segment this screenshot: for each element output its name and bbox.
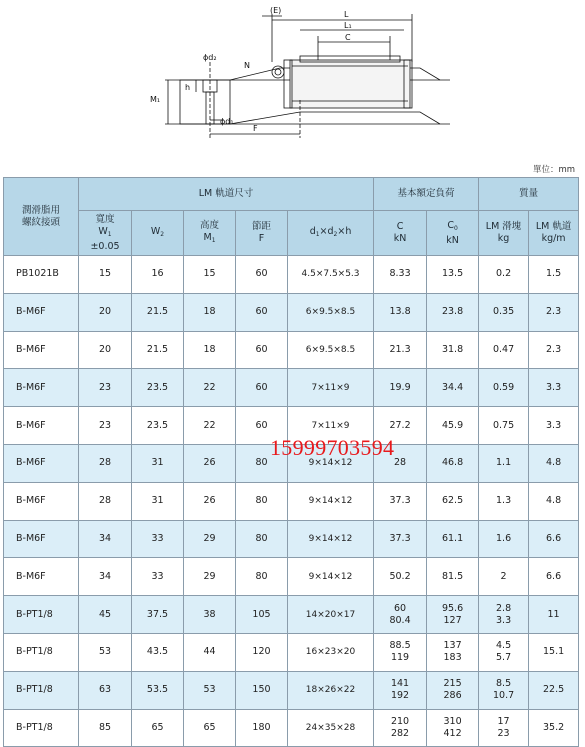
cell-width: 53	[79, 633, 132, 671]
cell-rail-mass: 15.1	[529, 633, 579, 671]
cell-block-mass-value: 5.7	[496, 652, 512, 664]
cell-model: B-M6F	[4, 520, 79, 558]
cell-load-c0-value: 81.5	[441, 570, 464, 582]
header-height-sym: M	[203, 231, 212, 243]
label-m1: M₁	[150, 95, 161, 104]
cell-rail-mass: 6.6	[529, 558, 579, 596]
cell-load-c-value: 8.33	[389, 268, 411, 280]
cell-block-mass-value: 0.75	[492, 419, 515, 431]
header-width-sym: W	[98, 225, 108, 237]
cell-rail-mass: 1.5	[529, 256, 579, 294]
cell-load-c0	[427, 520, 479, 558]
cell-load-c	[374, 256, 427, 294]
cell-load-c0-value: 62.5	[441, 495, 464, 507]
cell-dimensions: 7×11×9	[288, 407, 374, 445]
cell-model: B-M6F	[4, 369, 79, 407]
table-row	[4, 407, 579, 445]
cell-pitch: 60	[236, 369, 288, 407]
cell-load-c-value: 28	[394, 457, 407, 469]
cell-height: 29	[184, 520, 236, 558]
cell-model: B-M6F	[4, 482, 79, 520]
cell-load-c-value: 37.3	[389, 495, 411, 507]
cell-model: B-M6F	[4, 331, 79, 369]
label-d1: ϕd₁	[220, 117, 234, 126]
cell-width: 28	[79, 444, 132, 482]
cell-block-mass-value: 8.5	[496, 678, 512, 690]
cell-load-c0-value: 286	[443, 690, 462, 702]
header-rail-unit: kg/m	[541, 233, 566, 244]
cell-block-mass-value: 1.1	[496, 457, 512, 469]
header-c0-sym: C	[447, 219, 454, 231]
cell-block-mass	[479, 331, 529, 369]
cell-w2: 65	[132, 709, 184, 747]
cell-model: B-M6F	[4, 407, 79, 445]
cell-dimensions: 9×14×12	[288, 520, 374, 558]
header-w2-sym: W	[150, 225, 161, 237]
cell-w2: 43.5	[132, 633, 184, 671]
cell-block-mass-value: 0.59	[492, 381, 515, 393]
cell-w2: 31	[132, 444, 184, 482]
cell-w2: 31	[132, 482, 184, 520]
header-rail-group: LM 軌道尺寸	[79, 178, 374, 211]
cell-rail-mass: 3.3	[529, 369, 579, 407]
cell-load-c0	[427, 709, 479, 747]
cell-rail-mass: 35.2	[529, 709, 579, 747]
cell-height: 15	[184, 256, 236, 294]
spec-table-body	[4, 256, 579, 747]
label-l1: L₁	[344, 21, 352, 30]
cell-w2: 23.5	[132, 369, 184, 407]
cell-load-c0-value: 46.8	[441, 457, 464, 469]
cell-w2: 16	[132, 256, 184, 294]
table-row	[4, 596, 579, 634]
cell-load-c	[374, 369, 427, 407]
cell-pitch: 60	[236, 256, 288, 294]
header-pitch-label: 節距	[251, 221, 271, 232]
cell-dimensions: 9×14×12	[288, 558, 374, 596]
cell-block-mass	[479, 709, 529, 747]
cell-rail-mass: 4.8	[529, 482, 579, 520]
cell-block-mass	[479, 520, 529, 558]
cell-block-mass-value: 1.3	[496, 495, 512, 507]
label-f: F	[253, 124, 258, 133]
cell-load-c	[374, 709, 427, 747]
cell-load-c0-value: 215	[443, 678, 462, 690]
cell-block-mass-value: 2.8	[496, 602, 512, 614]
header-height	[184, 211, 236, 256]
cell-load-c0-value: 310	[443, 715, 462, 727]
cell-height: 38	[184, 596, 236, 634]
header-model-line2: 螺紋接頭	[21, 216, 60, 228]
header-dim-xh: ×h	[337, 225, 352, 237]
cell-block-mass-value: 4.5	[496, 640, 512, 652]
header-pitch	[236, 211, 288, 256]
cell-load-c0	[427, 293, 479, 331]
cell-load-c	[374, 407, 427, 445]
cell-load-c0	[427, 256, 479, 294]
cell-block-mass	[479, 482, 529, 520]
cell-load-c0-value: 45.9	[441, 419, 464, 431]
cell-load-c-value: 141	[390, 678, 410, 690]
label-h: h	[185, 83, 191, 92]
cell-model: B-PT1/8	[4, 633, 79, 671]
table-row	[4, 444, 579, 482]
cell-height: 26	[184, 482, 236, 520]
cell-load-c0	[427, 407, 479, 445]
spec-table	[3, 177, 579, 747]
cell-load-c-value: 210	[390, 715, 410, 727]
cell-rail-mass: 2.3	[529, 293, 579, 331]
table-row	[4, 520, 579, 558]
cell-height: 44	[184, 633, 236, 671]
cell-load-c0-value: 127	[443, 614, 462, 626]
header-height-label: 高度	[199, 219, 219, 231]
unit-label: 單位：mm	[532, 165, 575, 175]
header-model-line1: 潤滑脂用	[21, 204, 60, 216]
cell-dimensions: 7×11×9	[288, 369, 374, 407]
cell-width: 45	[79, 596, 132, 634]
cell-model: B-M6F	[4, 558, 79, 596]
cell-dimensions: 6×9.5×8.5	[288, 331, 374, 369]
cell-block-mass	[479, 558, 529, 596]
cell-pitch: 60	[236, 293, 288, 331]
cell-load-c0-value: 13.5	[441, 268, 464, 280]
header-w2-sub: 2	[160, 230, 165, 238]
header-dim-xd: ×d	[319, 225, 334, 237]
cell-load-c-value: 80.4	[389, 614, 411, 626]
header-dim-sub2: 2	[333, 230, 338, 238]
cell-block-mass-value: 2	[500, 570, 507, 582]
header-c0	[427, 211, 479, 256]
cell-block-mass	[479, 256, 529, 294]
header-height-sub: 1	[211, 236, 216, 244]
header-width-label: 寬度	[95, 213, 115, 225]
cell-pitch: 80	[236, 520, 288, 558]
header-dim	[288, 211, 374, 256]
table-row	[4, 558, 579, 596]
table-row	[4, 293, 579, 331]
cell-block-mass-value: 0.35	[492, 306, 515, 318]
header-block-label: LM 滑塊	[485, 221, 522, 232]
cell-dimensions: 6×9.5×8.5	[288, 293, 374, 331]
cell-block-mass-value: 3.3	[496, 614, 512, 626]
cell-load-c0	[427, 633, 479, 671]
cell-load-c	[374, 633, 427, 671]
label-d2: ϕd₂	[203, 53, 217, 62]
header-c	[374, 211, 427, 256]
cell-load-c	[374, 671, 427, 709]
cell-block-mass-value: 10.7	[492, 690, 515, 702]
cell-pitch: 80	[236, 444, 288, 482]
cell-pitch: 105	[236, 596, 288, 634]
header-c-sym: C	[396, 221, 404, 232]
cell-dimensions: 16×23×20	[288, 633, 374, 671]
cell-model: B-M6F	[4, 444, 79, 482]
cell-width: 34	[79, 558, 132, 596]
cell-load-c0-value: 23.8	[441, 306, 464, 318]
cell-pitch: 80	[236, 558, 288, 596]
cell-rail-mass: 11	[529, 596, 579, 634]
cell-load-c-value: 50.2	[389, 570, 411, 582]
cell-dimensions: 9×14×12	[288, 444, 374, 482]
cell-height: 26	[184, 444, 236, 482]
table-row	[4, 331, 579, 369]
header-rail-label: LM 軌道	[535, 221, 572, 232]
header-width	[79, 211, 132, 256]
cell-width: 85	[79, 709, 132, 747]
cell-load-c-value: 19.9	[389, 381, 411, 393]
table-row	[4, 633, 579, 671]
cell-load-c-value: 88.5	[389, 640, 411, 652]
header-width-sub: 1	[107, 230, 112, 238]
cell-load-c0	[427, 331, 479, 369]
cell-model: B-PT1/8	[4, 709, 79, 747]
cell-rail-mass: 2.3	[529, 331, 579, 369]
cell-width: 28	[79, 482, 132, 520]
cell-load-c-value: 282	[390, 727, 410, 739]
cell-block-mass	[479, 633, 529, 671]
header-c0-sub: 0	[453, 224, 458, 232]
cell-load-c0-value: 183	[443, 652, 462, 664]
cell-load-c-value: 60	[394, 602, 407, 614]
cell-dimensions: 4.5×7.5×5.3	[288, 256, 374, 294]
cell-pitch: 60	[236, 331, 288, 369]
cell-load-c-value: 21.3	[389, 343, 411, 355]
cell-dimensions: 24×35×28	[288, 709, 374, 747]
cell-block-mass	[479, 596, 529, 634]
cell-block-mass-value: 17	[497, 715, 510, 727]
cell-load-c-value: 37.3	[389, 532, 411, 544]
cell-model: B-M6F	[4, 293, 79, 331]
table-row	[4, 369, 579, 407]
cell-w2: 23.5	[132, 407, 184, 445]
header-block-unit: kg	[497, 233, 510, 244]
cell-load-c0	[427, 558, 479, 596]
cell-load-c0-value: 61.1	[441, 532, 464, 544]
label-n: N	[244, 61, 250, 70]
header-width-tol: ±0.05	[90, 240, 120, 252]
cell-width: 20	[79, 293, 132, 331]
cell-w2: 33	[132, 558, 184, 596]
header-rail-mass	[529, 211, 579, 256]
cell-block-mass	[479, 671, 529, 709]
header-load-group: 基本額定負荷	[374, 178, 479, 211]
cell-load-c0-value: 412	[443, 727, 462, 739]
cell-pitch: 80	[236, 482, 288, 520]
cell-load-c-value: 13.8	[389, 306, 411, 318]
cell-rail-mass: 3.3	[529, 407, 579, 445]
table-row	[4, 709, 579, 747]
cell-pitch: 180	[236, 709, 288, 747]
cell-dimensions: 18×26×22	[288, 671, 374, 709]
cell-load-c	[374, 444, 427, 482]
cell-rail-mass: 22.5	[529, 671, 579, 709]
cell-load-c0-value: 34.4	[441, 381, 464, 393]
cell-pitch: 60	[236, 407, 288, 445]
cell-width: 63	[79, 671, 132, 709]
cell-height: 18	[184, 293, 236, 331]
cell-width: 23	[79, 407, 132, 445]
cell-model: PB1021B	[4, 256, 79, 294]
cell-block-mass-value: 1.6	[496, 532, 512, 544]
cell-dimensions: 9×14×12	[288, 482, 374, 520]
cell-block-mass-value: 0.47	[492, 343, 515, 355]
cell-w2: 21.5	[132, 331, 184, 369]
cell-w2: 21.5	[132, 293, 184, 331]
cell-load-c-value: 27.2	[389, 419, 411, 431]
label-c: C	[345, 33, 351, 42]
cell-width: 15	[79, 256, 132, 294]
cell-load-c	[374, 558, 427, 596]
cell-rail-mass: 4.8	[529, 444, 579, 482]
header-block-mass	[479, 211, 529, 256]
cell-w2: 37.5	[132, 596, 184, 634]
cell-width: 20	[79, 331, 132, 369]
cell-block-mass	[479, 444, 529, 482]
cell-load-c0	[427, 482, 479, 520]
header-dim-d: d	[309, 225, 316, 237]
table-row	[4, 671, 579, 709]
cell-block-mass-value: 0.2	[496, 268, 512, 280]
cell-load-c0	[427, 369, 479, 407]
header-c0-unit: kN	[446, 234, 459, 246]
cell-block-mass	[479, 369, 529, 407]
cell-model: B-PT1/8	[4, 671, 79, 709]
cell-rail-mass: 6.6	[529, 520, 579, 558]
cell-height: 53	[184, 671, 236, 709]
cell-load-c	[374, 482, 427, 520]
cell-w2: 33	[132, 520, 184, 558]
header-model	[4, 178, 79, 256]
cell-block-mass	[479, 407, 529, 445]
header-c-unit: kN	[393, 233, 407, 244]
cell-height: 65	[184, 709, 236, 747]
cell-block-mass	[479, 293, 529, 331]
label-e: (E)	[270, 6, 282, 15]
cell-load-c0	[427, 444, 479, 482]
cell-height: 29	[184, 558, 236, 596]
cell-load-c	[374, 520, 427, 558]
cell-load-c	[374, 331, 427, 369]
header-w2	[132, 211, 184, 256]
cell-width: 34	[79, 520, 132, 558]
cell-load-c0-value: 95.6	[441, 602, 464, 614]
table-row	[4, 482, 579, 520]
cell-height: 22	[184, 407, 236, 445]
cell-load-c0-value: 137	[443, 640, 462, 652]
cell-load-c-value: 119	[390, 652, 410, 664]
header-pitch-sym: F	[258, 233, 265, 244]
cell-load-c-value: 192	[390, 690, 410, 702]
header-dim-sub1: 1	[315, 230, 320, 238]
label-l: L	[344, 10, 349, 19]
cell-load-c	[374, 293, 427, 331]
cell-height: 22	[184, 369, 236, 407]
table-row	[4, 256, 579, 294]
cell-load-c0-value: 31.8	[441, 343, 464, 355]
cell-load-c	[374, 596, 427, 634]
cell-block-mass-value: 23	[497, 727, 510, 739]
cell-height: 18	[184, 331, 236, 369]
cell-dimensions: 14×20×17	[288, 596, 374, 634]
cell-w2: 53.5	[132, 671, 184, 709]
cell-width: 23	[79, 369, 132, 407]
cell-pitch: 120	[236, 633, 288, 671]
dimension-drawing	[0, 0, 585, 160]
header-mass-group: 質量	[479, 178, 579, 211]
cell-load-c0	[427, 671, 479, 709]
cell-pitch: 150	[236, 671, 288, 709]
phone-watermark: 15999703594	[270, 435, 395, 460]
cell-load-c0	[427, 596, 479, 634]
cell-model: B-PT1/8	[4, 596, 79, 634]
